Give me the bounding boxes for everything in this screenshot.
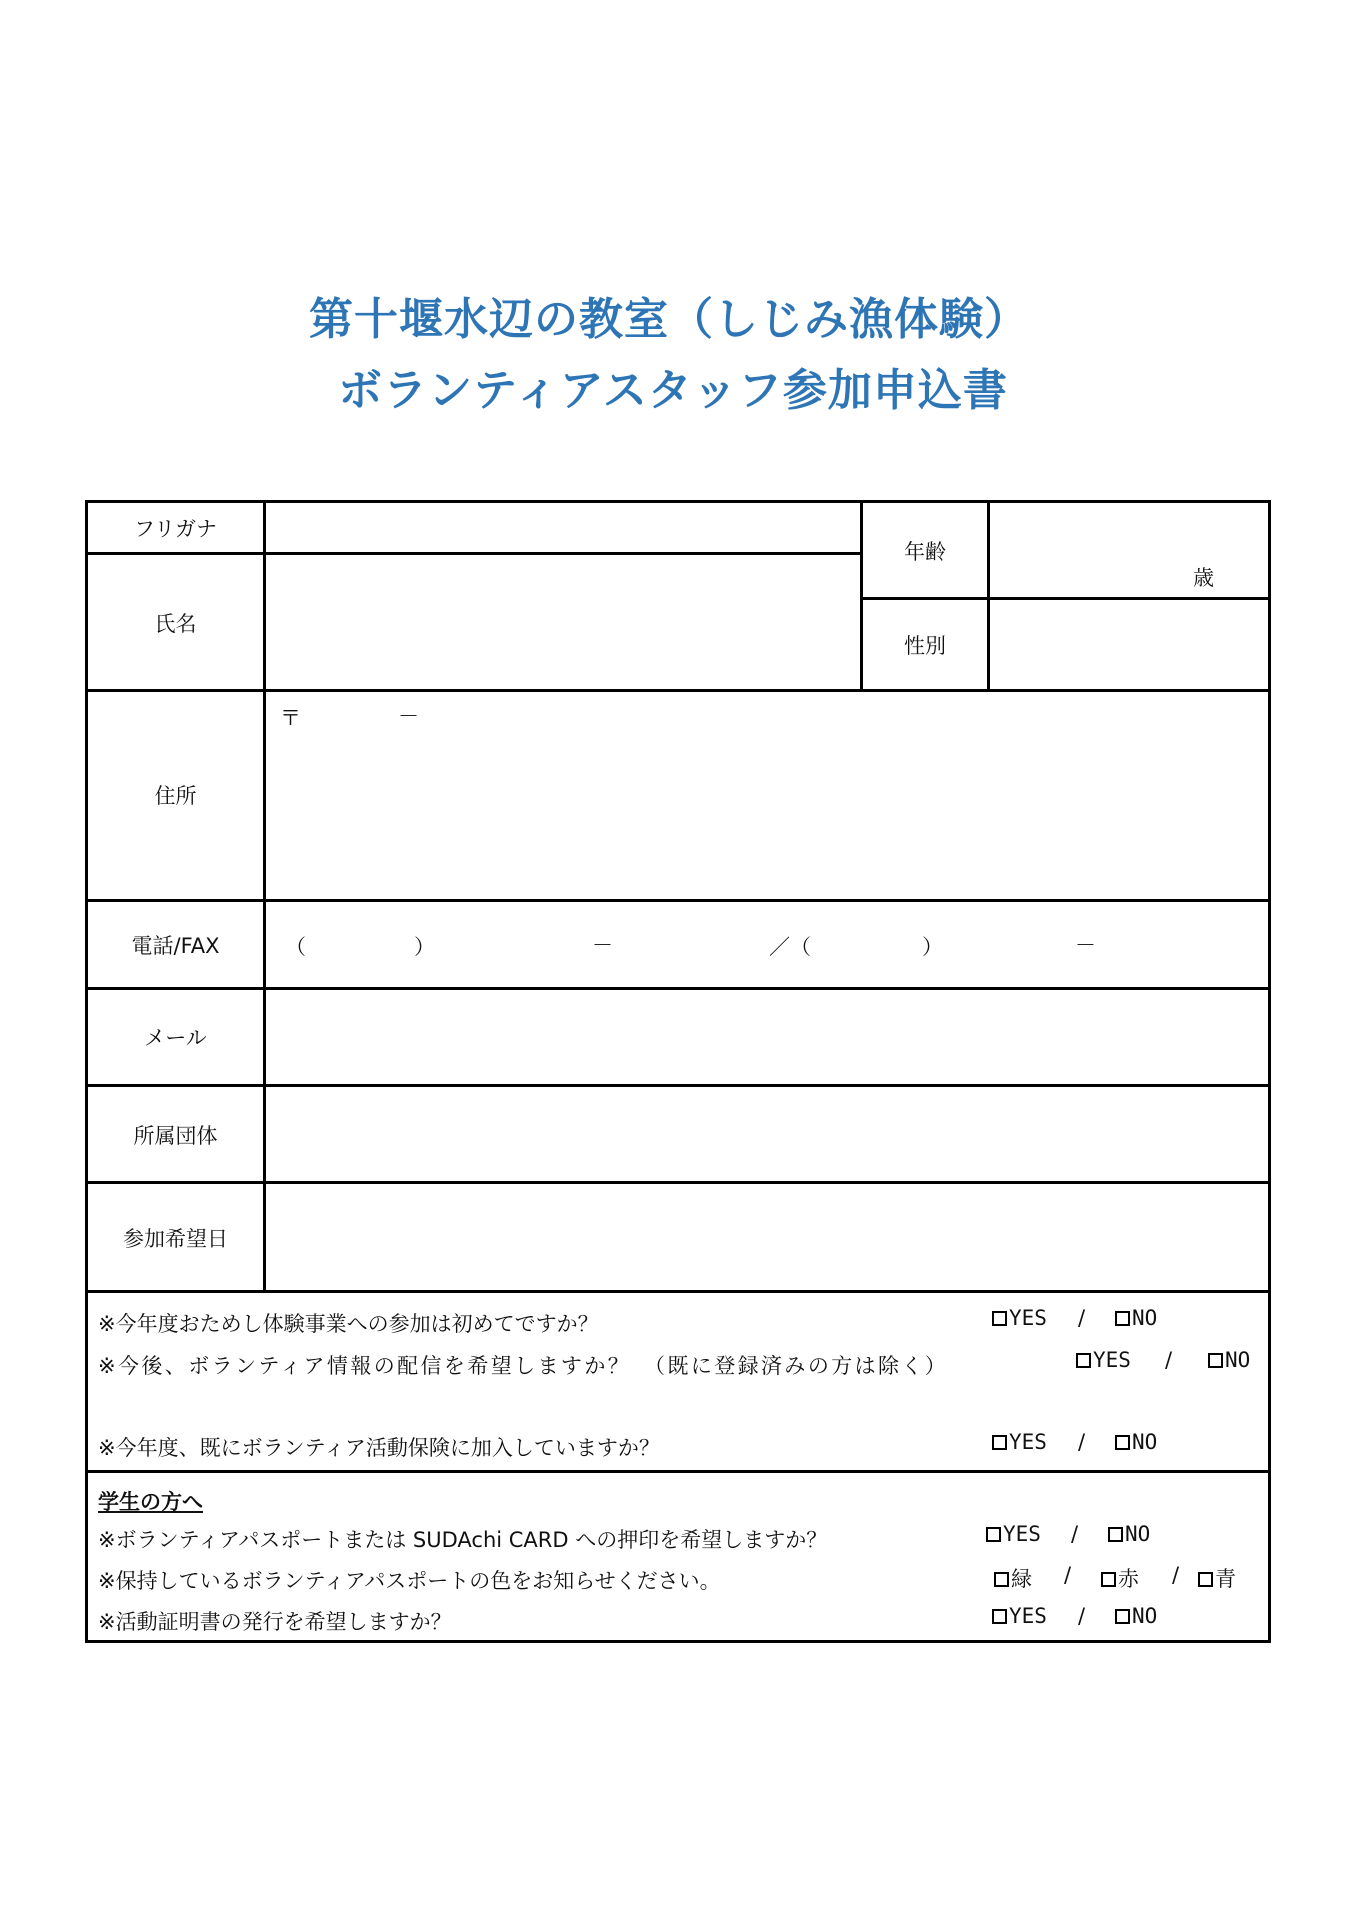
phone-dash: － [592,933,613,957]
question-newsletter: ※今後、ボランティア情報の配信を希望しますか？ （既に登録済みの方は除く） [98,1354,949,1378]
slash: / [1071,1522,1079,1546]
checkbox-icon[interactable] [992,1311,1007,1326]
email-label: メール [144,1026,207,1050]
email-field[interactable] [266,990,1268,1084]
slash: / [1078,1604,1086,1628]
student-certificate-yes[interactable]: YES [992,1604,1047,1628]
slash: / [1172,1563,1180,1587]
student-stamp-question: ※ボランティアパスポートまたは SUDAchi CARD への押印を希望しますか？ [98,1528,828,1552]
slash: / [1165,1348,1173,1372]
gender-field[interactable] [990,600,1268,689]
fax-close: ） [922,935,943,959]
org-label: 所属団体 [133,1124,218,1148]
question-newsletter-yes[interactable]: YES [1076,1348,1131,1372]
student-stamp-yes[interactable]: YES [986,1522,1041,1546]
form-title-line2: ボランティアスタッフ参加申込書 [338,365,1008,416]
question-insurance-yes[interactable]: YES [992,1430,1047,1454]
checkbox-icon[interactable] [1115,1435,1130,1450]
question-first-time-no[interactable]: NO [1115,1306,1157,1330]
color-red-option[interactable]: 赤 [1101,1563,1139,1593]
student-certificate-question: ※活動証明書の発行を希望しますか？ [98,1610,452,1634]
fax-dash: － [1075,933,1096,957]
postal-dash: － [398,704,419,728]
phone-close: ） [414,935,435,959]
question-first-time-yes[interactable]: YES [992,1306,1047,1330]
slash: / [1064,1563,1072,1587]
question-newsletter-no[interactable]: NO [1208,1348,1250,1372]
checkbox-icon[interactable] [1115,1311,1130,1326]
age-label: 年齢 [904,540,946,564]
address-label: 住所 [154,784,197,808]
student-passport-color-question: ※保持しているボランティアパスポートの色をお知らせください。 [98,1569,721,1593]
slash: / [1078,1306,1086,1330]
checkbox-icon[interactable] [992,1609,1007,1624]
checkbox-icon[interactable] [1208,1353,1223,1368]
form-title-line1: 第十堰水辺の教室（しじみ漁体験） [309,294,1029,345]
question-insurance-no[interactable]: NO [1115,1430,1157,1454]
question-first-time: ※今年度おためし体験事業への参加は初めてですか？ [98,1312,599,1336]
phone-label: 電話/FAX [131,934,220,958]
checkbox-icon[interactable] [994,1572,1009,1587]
student-stamp-no[interactable]: NO [1108,1522,1150,1546]
checkbox-icon[interactable] [1108,1527,1123,1542]
slash: / [1078,1430,1086,1454]
gender-label: 性別 [904,634,946,658]
row-divider [85,1470,1271,1473]
checkbox-icon[interactable] [1198,1572,1213,1587]
phone-open: （ [285,935,306,959]
checkbox-icon[interactable] [1115,1609,1130,1624]
color-green-option[interactable]: 緑 [994,1563,1032,1593]
furigana-label: フリガナ [134,517,217,541]
date-label: 参加希望日 [123,1227,228,1251]
checkbox-icon[interactable] [992,1435,1007,1450]
fax-separator: ／（ [769,935,811,959]
org-field[interactable] [266,1087,1268,1181]
age-unit: 歳 [1193,566,1214,590]
col-divider [860,500,863,691]
date-field[interactable] [266,1184,1268,1290]
furigana-field[interactable] [266,503,860,552]
name-field[interactable] [266,555,860,689]
students-heading: 学生の方へ [98,1490,203,1514]
postal-mark: 〒 [280,706,301,730]
checkbox-icon[interactable] [1101,1572,1116,1587]
name-label: 氏名 [154,612,197,636]
color-blue-option[interactable]: 青 [1198,1563,1236,1593]
checkbox-icon[interactable] [1076,1353,1091,1368]
age-field[interactable] [990,503,1268,597]
checkbox-icon[interactable] [986,1527,1001,1542]
student-certificate-no[interactable]: NO [1115,1604,1157,1628]
question-insurance: ※今年度、既にボランティア活動保険に加入していますか？ [98,1436,660,1460]
